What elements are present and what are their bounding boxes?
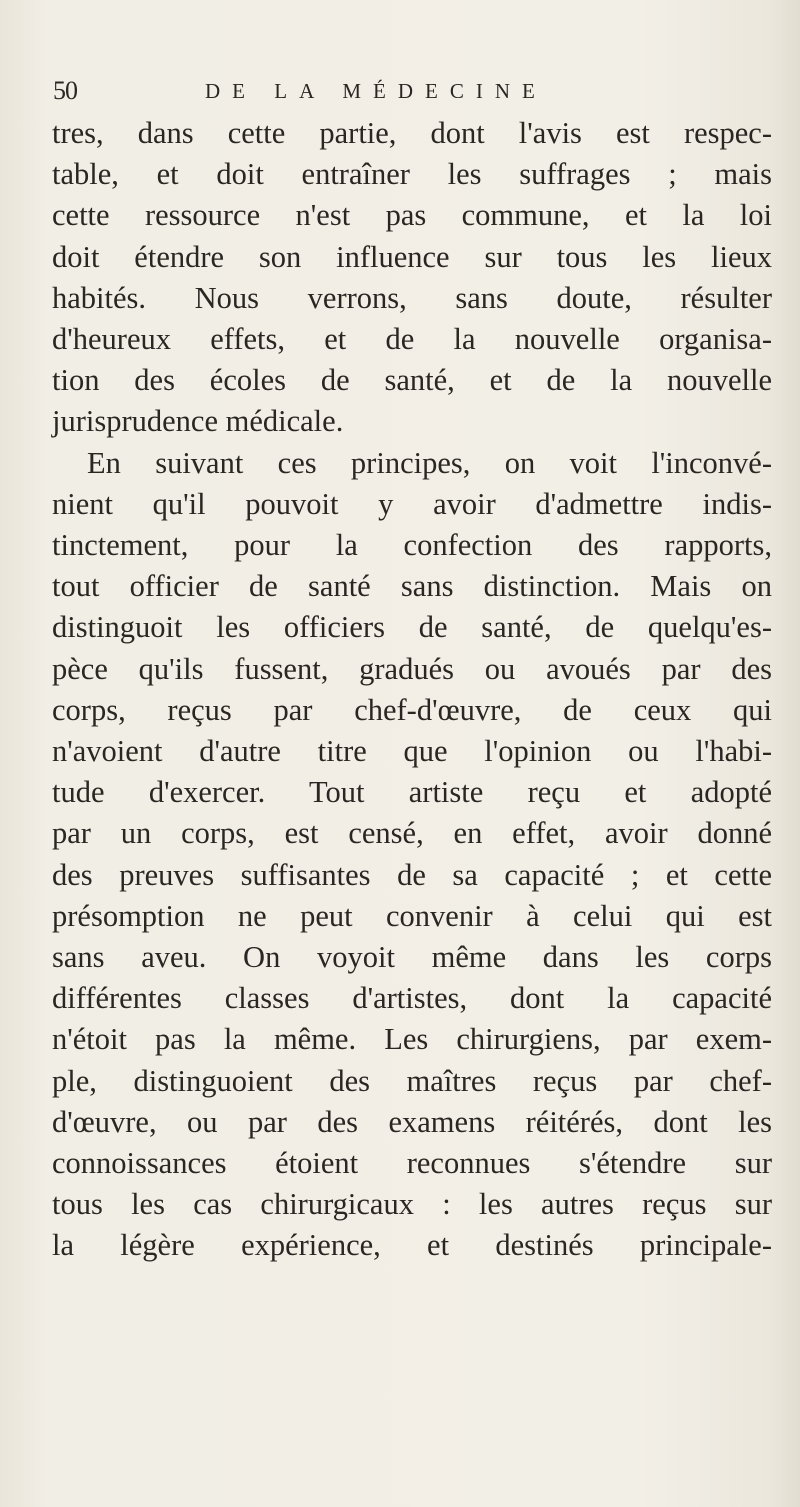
text-line: table, et doit entraîner les suffrages ; mais [52, 157, 772, 192]
text-line: distinguoit les officiers de santé, de quelqu'es- [52, 610, 772, 645]
text-line: pèce qu'ils fussent, gradués ou avoués par des [52, 651, 772, 686]
text-line: tout officier de santé sans distinction. Mais on [52, 569, 772, 604]
text-line: corps, reçus par chef-d'œuvre, de ceux qui [52, 692, 772, 727]
text-line: la légère expérience, et destinés principale- [52, 1228, 772, 1263]
text-line: tude d'exercer. Tout artiste reçu et adopté [52, 775, 772, 810]
text-line: nient qu'il pouvoit y avoir d'admettre indis- [52, 486, 772, 521]
text-line: présomption ne peut convenir à celui qui est [52, 898, 772, 933]
text-line: n'avoient d'autre titre que l'opinion ou l'habi- [52, 734, 772, 769]
text-line: tion des écoles de santé, et de la nouvelle [52, 363, 772, 398]
body-text [52, 113, 772, 1267]
text-line: jurisprudence médicale. [52, 404, 344, 439]
text-line: cette ressource n'est pas commune, et la loi [52, 198, 772, 233]
paragraph-first-line: En suivant ces principes, on voit l'inconvé- [87, 445, 772, 480]
text-line: sans aveu. On voyoit même dans les corps [52, 940, 772, 975]
running-head-title: DE LA MÉDECINE [205, 79, 547, 103]
text-line: différentes classes d'artistes, dont la capacité [52, 981, 772, 1016]
page-number: 50 [53, 76, 77, 105]
text-line: connoissances étoient reconnues s'étendre sur [52, 1146, 772, 1181]
text-line: tres, dans cette partie, dont l'avis est respec- [52, 116, 772, 150]
running-head [0, 76, 800, 106]
text-line: d'heureux effets, et de la nouvelle organisa- [52, 322, 772, 357]
text-line: des preuves suffisantes de sa capacité ; et cette [52, 857, 772, 892]
text-line: ple, distinguoient des maîtres reçus par chef- [52, 1063, 772, 1098]
text-line: par un corps, est censé, en effet, avoir donné [52, 816, 772, 851]
text-line: tous les cas chirurgicaux : les autres reçus sur [52, 1187, 772, 1222]
text-line: habités. Nous verrons, sans doute, résulter [52, 280, 772, 315]
text-line: d'œuvre, ou par des examens réitérés, dont les [52, 1104, 772, 1139]
text-line: n'étoit pas la même. Les chirurgiens, par exem- [52, 1022, 772, 1057]
text-line: tinctement, pour la confection des rapports, [52, 528, 772, 563]
text-line: doit étendre son influence sur tous les lieux [52, 239, 772, 274]
